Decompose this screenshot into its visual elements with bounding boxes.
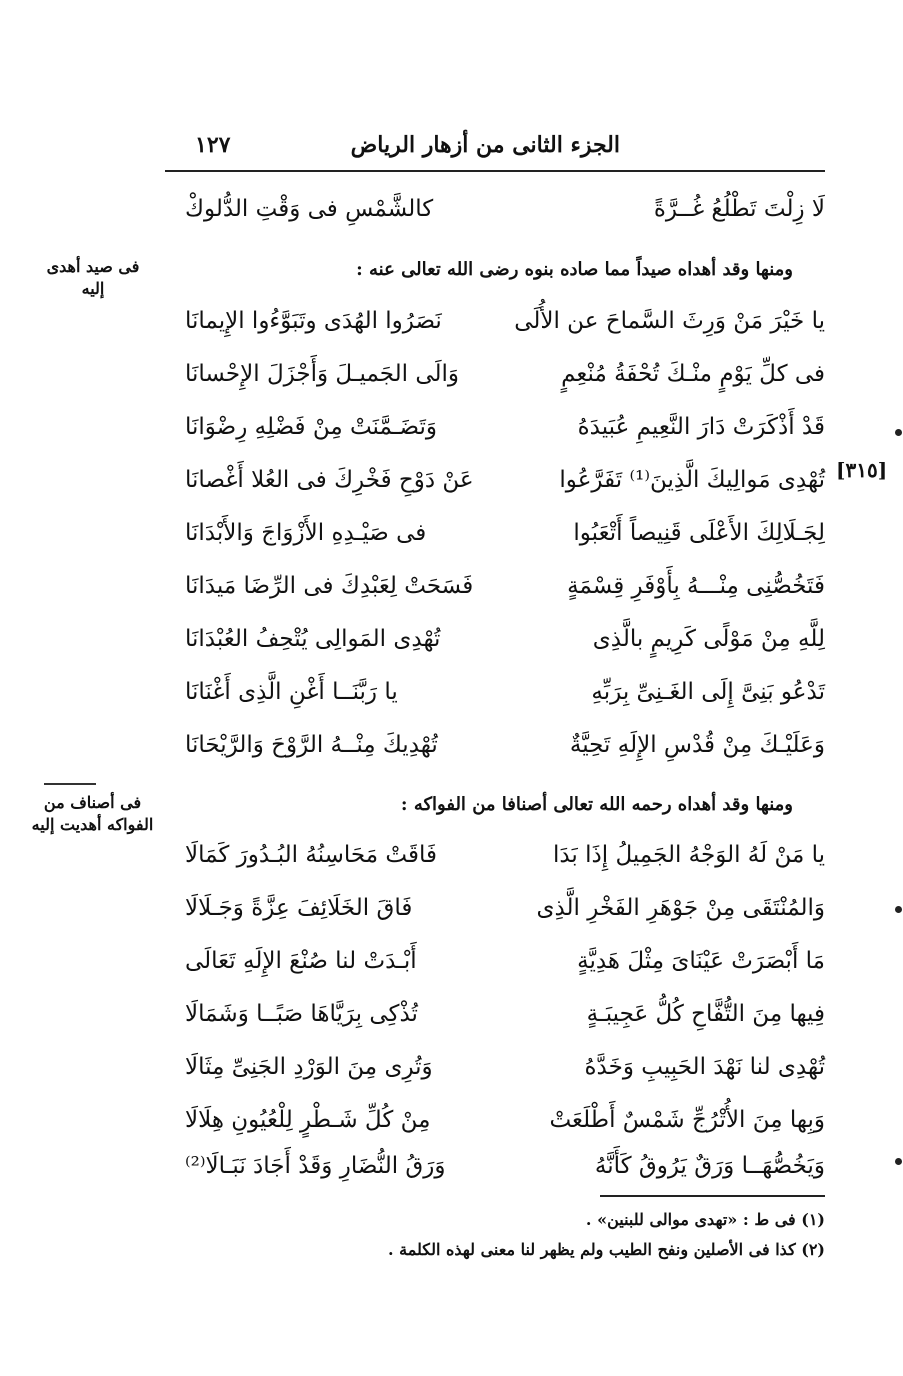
verse-second-hemistich: وَتَضَـمَّنَتْ مِنْ فَضْلِهِ رِضْوَانَا	[185, 414, 437, 440]
verse-second-hemistich: فَاقَ الخَلَائِفَ عِزَّةً وَجَـلَالَا	[185, 895, 413, 921]
verse-line	[185, 457, 825, 503]
verse-line	[185, 832, 825, 878]
margin-note-1: فى صيد أهدى إليه	[46, 257, 140, 298]
margin-note-2: فى أصناف من الفواكه أهديت إليه	[31, 793, 154, 834]
running-header	[195, 127, 620, 163]
verse-second-hemistich: كالشَّمْسِ فى وَقْتِ الدُّلوكْ	[185, 196, 434, 222]
verse-first-hemistich: لَا زِلْتَ تَطْلُعُ غُــرَّةً	[653, 196, 825, 222]
opening-verse	[185, 186, 825, 232]
verse-first-hemistich: وَالمُنْتَقَى مِنْ جَوْهَرِ الفَخْرِ الَّذِى	[536, 895, 825, 921]
verse-first-hemistich: تَدْعُو بَنِىَّ إِلَى الغَـنِىِّ بِرَبِّهِ	[591, 679, 825, 705]
verse-first-hemistich: وَبِها مِنَ الأُتْرُجِّ شَمْسٌ أَطْلَعَتْ	[549, 1107, 825, 1133]
verse-line	[185, 669, 825, 715]
verse-line	[185, 1097, 825, 1143]
verse-first-hemistich: مَا أَبْصَرَتْ عَيْنَاىَ مِثْلَ هَدِيَّةٍ	[577, 948, 825, 974]
intro-paragraph-1: ومنها وقد أهداه صيداً مما صاده بنوه رضى الله تعالى عنه :	[356, 259, 793, 280]
margin-page-reference: [٣١٥]	[836, 458, 888, 482]
verse-second-hemistich: تُهْدِى المَوالِى يُتْحِفُ العُبْدَانَا	[185, 626, 441, 652]
scan-mark	[895, 906, 902, 913]
verse-first-hemistich: يا خَيْرَ مَنْ وَرِثَ السَّماحَ عن الأُلَى	[514, 308, 825, 334]
verse-line	[185, 1143, 825, 1189]
footnote-1: (١) فى ط : «تهدى موالى للبنين» .	[585, 1210, 825, 1229]
verse-line	[185, 616, 825, 662]
margin-rule	[44, 783, 96, 785]
verse-second-hemistich: فَسَحَتْ لِعَبْدِكَ فى الرِّضَا مَيدَانَا	[185, 573, 474, 599]
verse-line	[185, 991, 825, 1037]
verse-first-hemistich: فِيها مِنَ التُّفَّاحِ كُلُّ عَجِيبَـةٍ	[586, 1001, 825, 1027]
verse-second-hemistich: نَصَرُوا الهُدَى وتَبَوَّءُوا الإِيمانَا	[185, 308, 442, 334]
verse-line	[185, 510, 825, 556]
verse-line	[185, 351, 825, 397]
verse-second-hemistich: تُهْدِيكَ مِنْــهُ الرَّوْحَ وَالرَّيْحَانَا	[185, 732, 438, 758]
verse-first-hemistich: فى كلِّ يَوْمٍ منْـكَ تُحْفَةُ مُنْعِمٍ	[561, 361, 825, 387]
verse-second-hemistich: يا رَبَّنَــا أَغْنِ الَّذِى أَغْنَانَا	[185, 679, 398, 705]
verse-line	[185, 1044, 825, 1090]
page-number: ١٢٧	[195, 132, 231, 158]
verse-second-hemistich: فَاقَتْ مَحَاسِنُهُ البُـدُورَ كَمَالَا	[185, 842, 437, 868]
verse-first-hemistich: قَدْ أَذْكَرَتْ دَارَ النَّعِيمِ عُبَيدَهُ	[577, 414, 825, 440]
verse-second-hemistich: فى صَيْـدِهِ الأَزْوَاجَ وَالأَبْدَانَا	[185, 520, 427, 546]
intro-paragraph-2: ومنها وقد أهداه رحمه الله تعالى أصنافا من الفواكه :	[400, 794, 793, 815]
verse-line	[185, 563, 825, 609]
verse-second-hemistich: مِنْ كُلِّ شَـطْرٍ لِلْعُيُونِ هِلَالَا	[185, 1107, 431, 1133]
verse-line	[185, 885, 825, 931]
verse-first-hemistich: وَيَخُصُّهَــا وَرَقٌ يَرُوقُ كَأَنَّهُ	[594, 1153, 825, 1179]
verse-first-hemistich: تُهْدِى لنا نَهْدَ الحَبِيبِ وَخَدَّهُ	[584, 1054, 825, 1080]
verse-line	[185, 722, 825, 768]
verse-first-hemistich: لِلَّهِ مِنْ مَوْلًى كَرِيمٍ بالَّذِى	[592, 626, 825, 652]
header-rule	[165, 170, 825, 172]
verse-first-hemistich: وَعَلَيْـكَ مِنْ قُدْسِ الإِلَهِ تَحِيَّةٌ	[569, 732, 825, 758]
verse-second-hemistich: وَتُرِى مِنَ الوَرْدِ الجَنِىِّ مِثَالَا	[185, 1054, 433, 1080]
verse-first-hemistich: يا مَنْ لَهُ الوَجْهُ الجَمِيلُ إِذَا بَدَا	[552, 842, 825, 868]
verse-second-hemistich: تُذْكِى بِرَيَّاهَا صَبًــا وَشَمَالَا	[185, 1001, 418, 1027]
verse-second-hemistich: أَبْـدَتْ لنا صُنْعَ الإِلَهِ تَعَالَى	[185, 948, 417, 974]
footnote-rule	[600, 1195, 825, 1197]
scan-mark	[895, 1158, 902, 1165]
footnote-2: (٢) كذا فى الأصلين ونفح الطيب ولم يظهر لنا معنى لهذه الكلمة .	[387, 1240, 825, 1259]
verse-second-hemistich: وَالَى الجَميـلَ وَأَجْزَلَ الإِحْسانَا	[185, 361, 460, 387]
scan-mark	[895, 429, 902, 436]
verse-first-hemistich: لِجَـلَالِكَ الأَعْلَى قَنِيصاً أَتْعَبُوا	[573, 520, 825, 546]
verse-second-hemistich: وَرَقُ النُّضَارِ وَقَدْ أَجَادَ نَبَـالَا⁽²⁾	[185, 1153, 446, 1179]
verse-first-hemistich: تُهْدِى مَوالِيكَ الَّذِينَ⁽¹⁾ تَفَرَّعُوا	[559, 467, 825, 493]
verse-line	[185, 404, 825, 450]
verse-first-hemistich: فَتَخُصُّنِى مِنْـــهُ بِأَوْفَرِ قِسْمَةٍ	[567, 573, 825, 599]
verse-line	[185, 938, 825, 984]
verse-line	[185, 298, 825, 344]
verse-second-hemistich: عَنْ دَوْحِ فَخْرِكَ فى العُلا أَغْصانَا	[185, 467, 474, 493]
running-title: الجزء الثانى من أزهار الرياض	[350, 132, 620, 158]
